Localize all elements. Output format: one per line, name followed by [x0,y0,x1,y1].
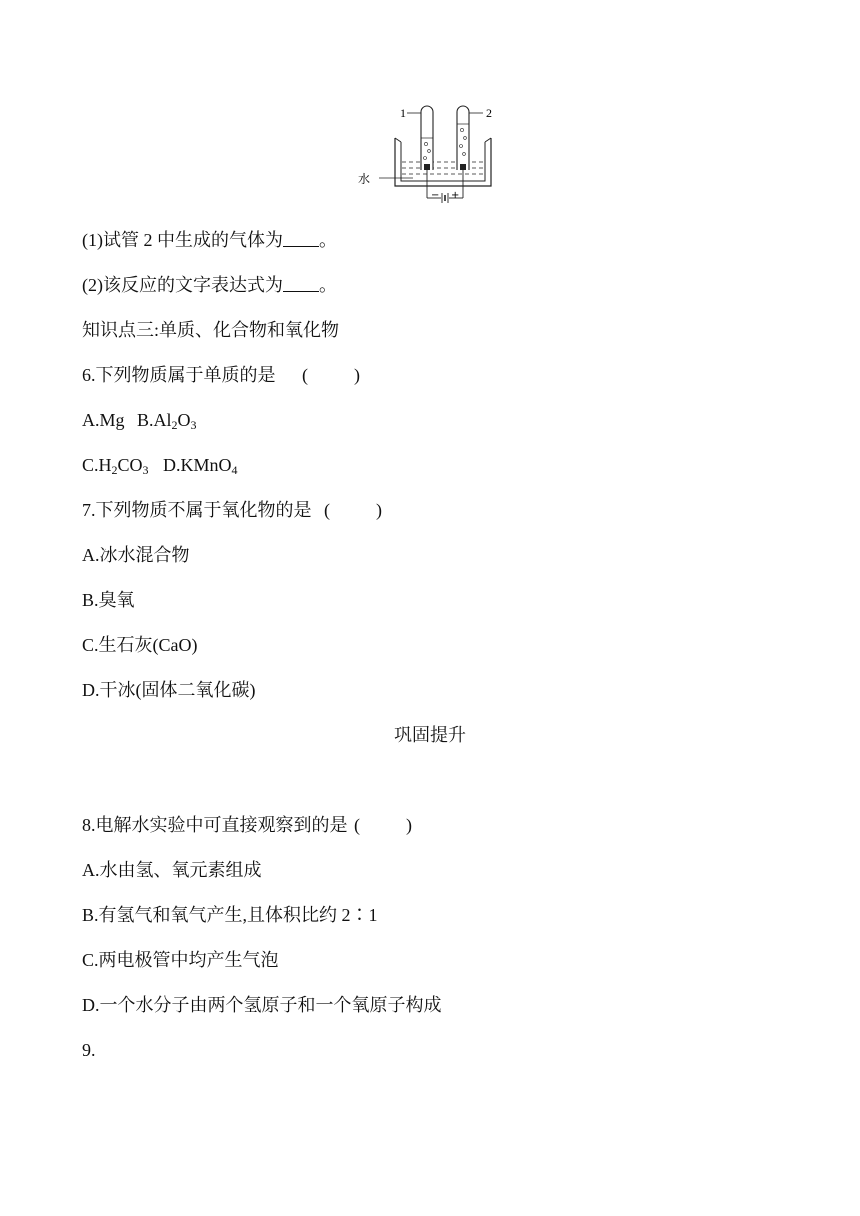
label-water: 水 [358,172,371,186]
question-8-option-c[interactable]: C.两电极管中均产生气泡 [82,950,279,970]
question-6-stem: 6.下列物质属于单质的是 ( ) [82,365,360,385]
question-8-option-d[interactable]: D.一个水分子由两个氢原子和一个氧原子构成 [82,995,442,1015]
question-7-option-b[interactable]: B.臭氧 [82,590,135,610]
section-heading-knowledge-3: 知识点三:单质、化合物和氧化物 [82,320,339,340]
label-tube-1: 1 [400,106,406,120]
electrolysis-apparatus-figure [357,102,503,206]
label-tube-2: 2 [486,106,492,120]
question-5-sub1: (1)试管 2 中生成的气体为 。 [82,230,337,250]
option-c[interactable]: $C.H_2CO_3$ [82,455,149,477]
question-7-stem: 7.下列物质不属于氧化物的是 ( ) [82,500,382,520]
section-title-consolidation: 巩固提升 [394,725,466,745]
answer-paren[interactable]: ( ) [354,815,412,835]
question-7-option-a[interactable]: A.冰水混合物 [82,545,190,565]
question-7-option-c[interactable]: C.生石灰(CaO) [82,635,198,655]
answer-blank[interactable] [283,275,319,292]
battery-minus-label: − [431,190,440,201]
answer-paren[interactable]: ( ) [302,365,360,385]
answer-paren[interactable]: ( ) [324,500,382,520]
question-9-label: 9. [82,1040,96,1060]
battery-plus-label: + [451,190,460,201]
question-6-options-ab [82,408,197,432]
answer-blank[interactable] [283,230,319,247]
question-6-options-cd [82,453,238,477]
option-d[interactable]: D.KMnO$_4$ [163,455,238,477]
option-b[interactable]: $B.Al_2O_3$ [137,410,197,432]
question-5-sub2: (2)该反应的文字表达式为 。 [82,275,337,295]
question-8-option-a[interactable]: A.水由氢、氧元素组成 [82,860,262,880]
question-8-option-b[interactable]: B.有氢气和氧气产生,且体积比约 2∶1 [82,905,378,925]
question-8-stem: 8.电解水实验中可直接观察到的是 ( ) [82,815,412,835]
question-7-option-d[interactable]: D.干冰(固体二氧化碳) [82,680,256,700]
electrolysis-diagram [357,102,503,206]
option-a[interactable]: A.Mg [82,410,125,430]
